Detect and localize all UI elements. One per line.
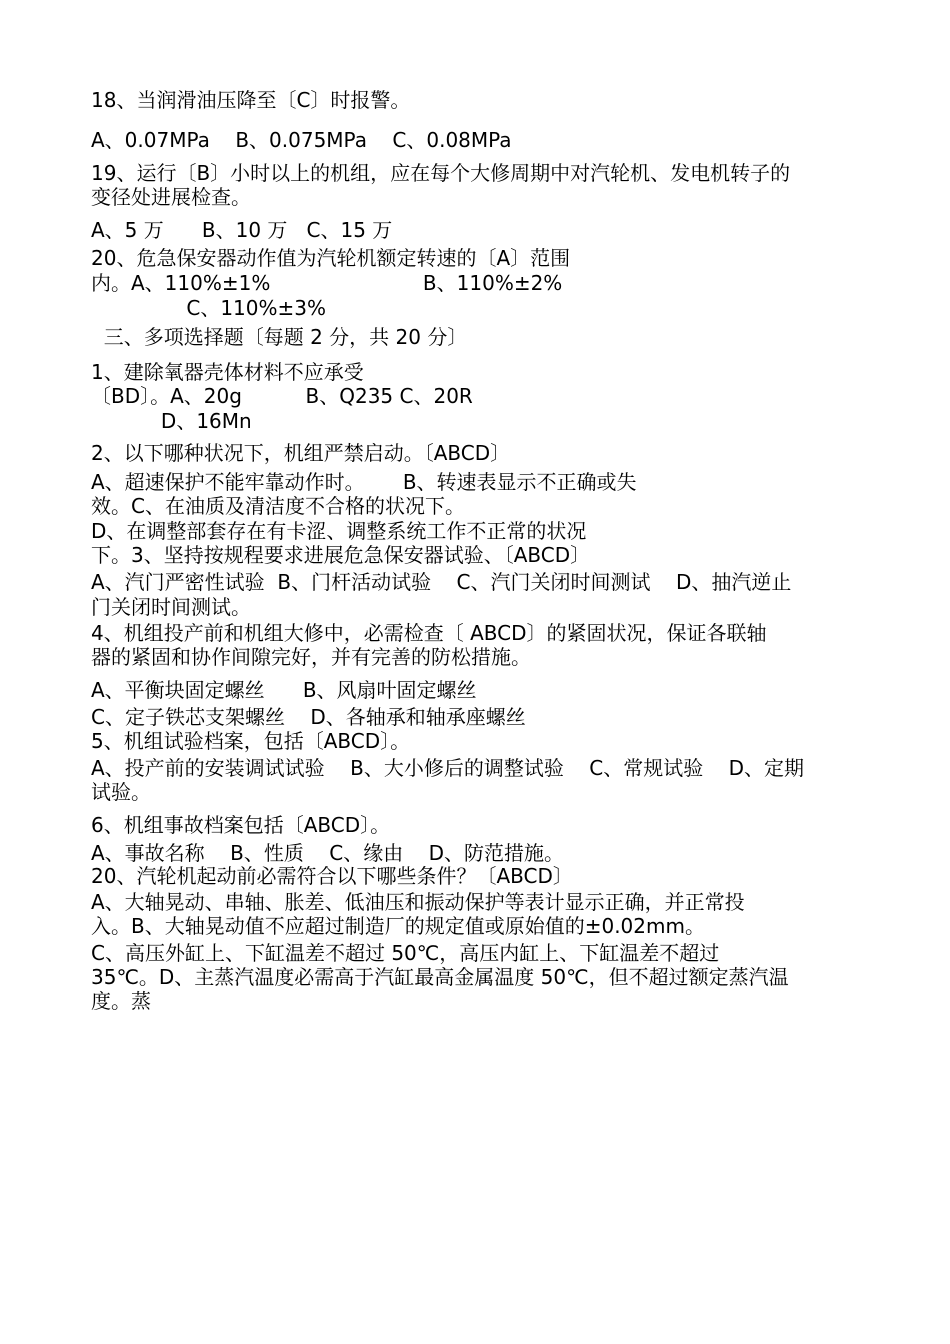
text-line: 4、机组投产前和机组大修中，必需检查〔 ABCD〕的紧固状况，保证各联轴: [91, 621, 767, 645]
text-line: 18、当润滑油压降至〔C〕时报警。: [91, 88, 411, 112]
text-line: 20、危急保安器动作值为汽轮机额定转速的〔A〕范围: [91, 246, 571, 270]
text-line: 入。B、大轴晃动值不应超过制造厂的规定值或原始值的±0.02mm。: [91, 914, 705, 938]
text-line: 度。蒸: [91, 989, 151, 1013]
text-line: 下。3、坚持按规程要求进展危急保安器试验、〔ABCD〕: [91, 543, 591, 567]
text-line: C、110%±3%: [91, 296, 326, 320]
text-line: 6、机组事故档案包括〔ABCD〕。: [91, 813, 391, 837]
text-line: 2、以下哪种状况下，机组严禁启动。〔ABCD〕: [91, 441, 511, 465]
text-line: 变径处进展检查。: [91, 185, 251, 209]
text-line: A、汽门严密性试验 B、门杆活动试验 C、汽门关闭时间测试 D、抽汽逆止: [91, 570, 792, 594]
text-line: A、0.07MPa B、0.075MPa C、0.08MPa: [91, 128, 512, 152]
text-line: 35℃。D、主蒸汽温度必需高于汽缸最高金属温度 50℃，但不超过额定蒸汽温: [91, 965, 789, 989]
text-line: 5、机组试验档案，包括〔ABCD〕。: [91, 729, 411, 753]
text-line: 〔BD〕。A、20g B、Q235 C、20R: [91, 384, 473, 408]
text-line: 器的紧固和协作间隙完好，并有完善的防松措施。: [91, 645, 531, 669]
text-line: 门关闭时间测试。: [91, 595, 251, 619]
text-line: C、高压外缸上、下缸温差不超过 50℃，高压内缸上、下缸温差不超过: [91, 941, 720, 965]
section-heading: 三、多项选择题〔每题 2 分，共 20 分〕: [91, 325, 468, 349]
text-line: C、定子铁芯支架螺丝 D、各轴承和轴承座螺丝: [91, 705, 526, 729]
text-line: 试验。: [91, 780, 151, 804]
text-line: D、在调整部套存在有卡涩、调整系统工作不正常的状况: [91, 519, 587, 543]
text-line: A、5 万 B、10 万 C、15 万: [91, 218, 393, 242]
text-line: 1、建除氧器壳体材料不应承受: [91, 360, 364, 384]
text-line: A、事故名称 B、性质 C、缘由 D、防范措施。: [91, 841, 565, 865]
text-line: 效。C、在油质及清洁度不合格的状况下。: [91, 494, 465, 518]
text-line: A、投产前的安装调试试验 B、大小修后的调整试验 C、常规试验 D、定期: [91, 756, 805, 780]
text-line: 20、汽轮机起动前必需符合以下哪些条件？〔ABCD〕: [91, 864, 573, 888]
text-line: A、超速保护不能牢靠动作时。 B、转速表显示不正确或失: [91, 470, 637, 494]
text-line: 19、运行〔B〕小时以上的机组，应在每个大修周期中对汽轮机、发电机转子的: [91, 161, 791, 185]
text-line: A、平衡块固定螺丝 B、风扇叶固定螺丝: [91, 678, 477, 702]
text-line: 内。A、110%±1% B、110%±2%: [91, 271, 563, 295]
text-line: D、16Mn: [91, 409, 252, 433]
text-line: A、大轴晃动、串轴、胀差、低油压和振动保护等表计显示正确，并正常投: [91, 890, 745, 914]
